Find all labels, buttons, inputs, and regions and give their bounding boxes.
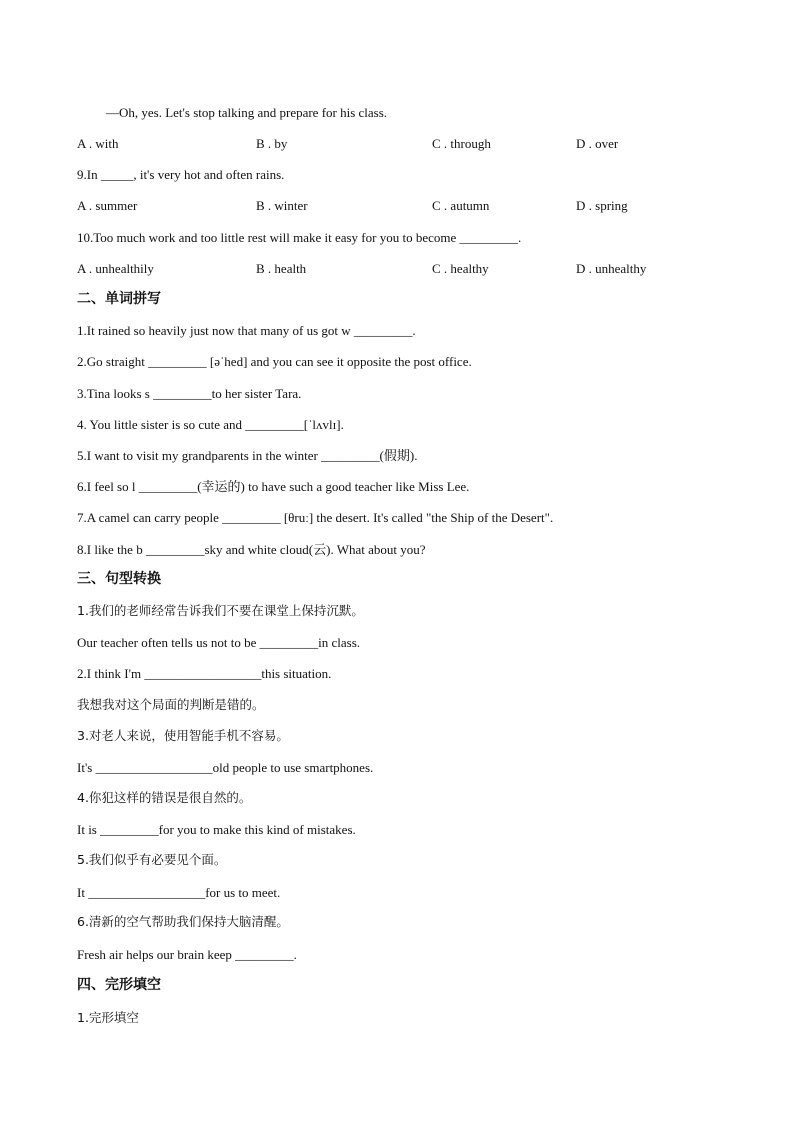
section-heading-transform: 三、句型转换 [77, 571, 161, 587]
spelling-item: 8.I like the b _________sky and white cloud(云). What about you? [77, 542, 426, 557]
q9-option-d: D . spring [576, 198, 628, 213]
spelling-item: 7.A camel can carry people _________ [θruː] the desert. It's called "the Ship of the Desert". [77, 510, 554, 525]
spelling-item: 5.I want to visit my grandparents in the winter _________(假期). [77, 448, 418, 463]
spelling-item: 2.Go straight _________ [əˈhed] and you can see it opposite the post office. [77, 354, 472, 369]
transform-sentence: Our teacher often tells us not to be _________in class. [77, 635, 361, 650]
q8-option-c: C . through [432, 136, 491, 151]
q8-option-a: A . with [77, 136, 119, 151]
spelling-item: 1.It rained so heavily just now that many of us got w _________. [77, 323, 416, 338]
spelling-item: 3.Tina looks s _________to her sister Tara. [77, 386, 302, 401]
transform-prompt: 3.对老人来说，使用智能手机不容易。 [77, 728, 289, 743]
transform-prompt: 我想我对这个局面的判断是错的。 [77, 697, 265, 712]
transform-prompt: 1.我们的老师经常告诉我们不要在课堂上保持沉默。 [77, 603, 364, 618]
spelling-item: 6.I feel so l _________(幸运的) to have such a good teacher like Miss Lee. [77, 479, 470, 494]
transform-sentence: It's __________________old people to use smartphones. [77, 760, 374, 775]
section-heading-spelling: 二、单词拼写 [77, 291, 161, 307]
transform-sentence: It __________________for us to meet. [77, 885, 281, 900]
transform-prompt: 5.我们似乎有必要见个面。 [77, 852, 227, 867]
transform-sentence: It is _________for you to make this kind of mistakes. [77, 822, 356, 837]
section-heading-cloze: 四、完形填空 [77, 977, 161, 993]
transform-sentence: Fresh air helps our brain keep _________. [77, 947, 297, 962]
transform-prompt: 4.你犯这样的错误是很自然的。 [77, 790, 252, 805]
transform-prompt: 6.清新的空气帮助我们保持大脑清醒。 [77, 914, 289, 929]
spelling-item: 4. You little sister is so cute and _________[ˈlʌvlɪ]. [77, 417, 344, 432]
q10-stem: 10.Too much work and too little rest will make it easy for you to become _________. [77, 230, 522, 245]
q10-option-d: D . unhealthy [576, 261, 647, 276]
q8-option-d: D . over [576, 136, 619, 151]
q9-option-a: A . summer [77, 198, 138, 213]
cloze-item: 1.完形填空 [77, 1010, 139, 1025]
transform-sentence: 2.I think I'm __________________this situation. [77, 666, 332, 681]
q8-option-b: B . by [256, 136, 288, 151]
q9-stem: 9.In _____, it's very hot and often rains. [77, 167, 285, 182]
q9-option-c: C . autumn [432, 198, 490, 213]
q8-dialog: —Oh, yes. Let's stop talking and prepare for his class. [106, 105, 388, 120]
q10-option-a: A . unhealthily [77, 261, 154, 276]
q9-option-b: B . winter [256, 198, 308, 213]
q10-option-c: C . healthy [432, 261, 489, 276]
q10-option-b: B . health [256, 261, 307, 276]
